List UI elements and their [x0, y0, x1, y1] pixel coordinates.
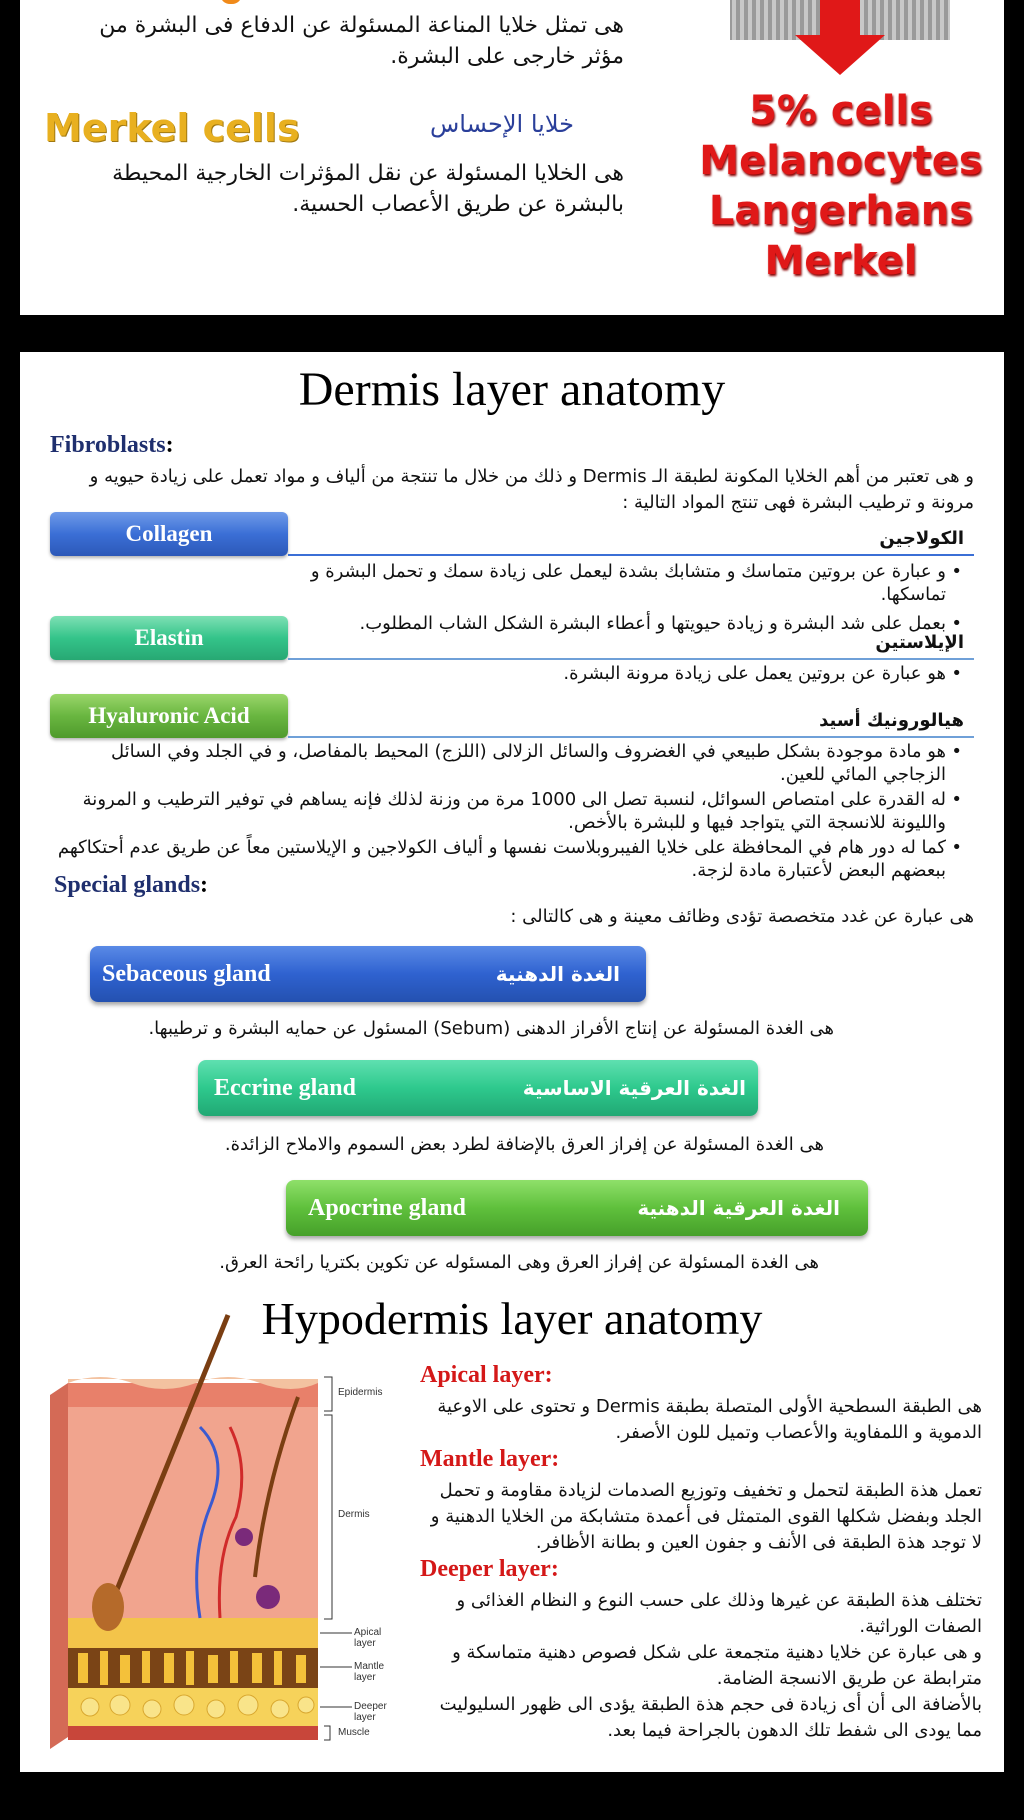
hypodermis-title: Hypodermis layer anatomy [261, 1293, 763, 1344]
deeper-description-1: تختلف هذة الطبقة عن غيرها وذلك على حسب النوع و النظام الغذائى و الصفات الوراثية. [456, 1590, 982, 1637]
apical-heading: Apical layer: [420, 1362, 553, 1388]
gland-sebaceous-en: Sebaceous gland [102, 960, 271, 987]
collagen-bullets [266, 560, 964, 635]
langerhans-description: هى تمثل خلايا المناعة المسئولة عن الدفاع فى البشرة من مؤثر خارجى على البشرة. [99, 13, 624, 69]
elastin-pill: Elastin [50, 616, 288, 660]
fibroblasts-label: Fibroblasts: [50, 432, 174, 458]
gland-eccrine-desc: هى الغدة المسئولة عن إفراز العرق بالإضافة لطرد بعض السموم والاملاح الزائدة. [224, 1134, 824, 1155]
deeper-description-2: و هى عبارة عن خلايا دهنية متجمعة على شكل فصوص دهنية متماسكة و مترابطة عن طريق الانسجة الضامة. [452, 1642, 982, 1689]
special-glands-label: Special glands: [54, 872, 209, 898]
mantle-description: تعمل هذة الطبقة لتحمل و تخفيف وتوزيع الصدمات لزيادة مقاومة و تحمل الجلد وبفضل شكلها القوى المتمثل فى أعمدة متشابكة من الخلايا الدهنية و لا توجد هذة الطبقة فى الأنف و جفون العين و بطانة الأظافر. [430, 1480, 982, 1553]
collagen-ar-heading: الكولاجين [879, 528, 964, 549]
gland-sebaceous [90, 946, 646, 1002]
elastin-ar-heading: الإيلاستين [875, 632, 964, 653]
merkel-title-ar: خلايا الإحساس [430, 110, 574, 138]
label-mantle: Mantle layer [354, 1661, 385, 1683]
merkel-title-en: Merkel cells [44, 106, 300, 150]
pct-line-2: Melanocytes [699, 138, 983, 184]
fibroblasts-description: و هى تعتبر من أهم الخلايا المكونة لطبقة الـ Dermis و ذلك من خلال ما تنتجة من ألياف و مواد تعمل على زيادة حيويه و مرونة و ترطيب البشرة فهى تنتج المواد التالية : [89, 466, 974, 513]
elastin-rule [288, 658, 974, 660]
gland-eccrine [198, 1060, 758, 1116]
collagen-bullet-2: • بعمل على شد البشرة و زيادة حيويتها و أعطاء البشرة الشكل الشاب المطلوب. [266, 612, 946, 635]
gland-apocrine-desc: هى الغدة المسئولة عن إفراز العرق وهى المسئوله عن تكوين بكتريا رائحة العرق. [219, 1252, 819, 1273]
collagen-pill: Collagen [50, 512, 288, 556]
label-apical: Apical layer [354, 1627, 382, 1649]
gland-apocrine-ar: الغدة العرقية الدهنية [637, 1196, 840, 1220]
fibroblasts-label-text: Fibroblasts [50, 432, 166, 458]
pct-line-1: 5% cells [749, 88, 933, 134]
top-card [20, 0, 1004, 315]
label-deeper: Deeper layer [354, 1701, 387, 1723]
dermis-title: Dermis layer anatomy [298, 363, 726, 416]
skin-diagram [40, 1307, 387, 1767]
apical-description: هى الطبقة السطحية الأولى المتصلة بطبقة Dermis و تحتوى على الاوعية الدموية و اللمفاوية والأعصاب وتميل للون الأصفر. [437, 1396, 982, 1443]
hyaluronic-rule [288, 736, 974, 738]
hyaluronic-bullet-1: • هو مادة موجودة بشكل طبيعي في الغضروف والسائل الزلالى (اللزج) المحيط بالمفاصل، و في الجلد وفي السائل الزجاجي المائي للعين. [46, 740, 946, 786]
elastin-bullet-1: • هو عبارة عن بروتين يعمل على زيادة مرونة البشرة. [266, 662, 946, 685]
special-glands-label-text: Special glands [54, 872, 201, 898]
label-epidermis: Epidermis [338, 1387, 383, 1398]
hyaluronic-bullet-2: • له القدرة على امتصاص السوائل، لنسبة تصل الى 1000 مرة من وزنة لذلك فإنه يساهم في توفير الترطيب و المرونة والليونة للانسجة التي يتواجد فيها و للبشرة بالأخص. [46, 788, 946, 834]
gland-eccrine-ar: الغدة العرقية الاساسية [522, 1076, 746, 1100]
arrow-down-icon [720, 0, 960, 75]
elastin-bullets [266, 662, 964, 685]
hyaluronic-pill: Hyaluronic Acid [50, 694, 288, 738]
hyaluronic-ar-heading: هيالورونيك أسيد [819, 710, 964, 731]
hyaluronic-bullets [46, 740, 964, 882]
gland-apocrine-en: Apocrine gland [308, 1194, 467, 1221]
mantle-heading: Mantle layer: [420, 1446, 560, 1472]
merkel-description: هى الخلايا المسئولة عن نقل المؤثرات الخارجية المحيطة بالبشرة عن طريق الأعصاب الحسية. [112, 161, 624, 217]
skin-cross-section-icon [40, 1307, 383, 1767]
collagen-bullet-1: • و عبارة عن بروتين متماسك و متشابك بشدة ليعمل على زيادة سمك و تحمل البشرة و تماسكها. [266, 560, 946, 606]
collagen-rule [288, 554, 974, 556]
gland-apocrine [286, 1180, 868, 1236]
label-dermis: Dermis [338, 1509, 370, 1520]
deeper-heading: Deeper layer: [420, 1556, 559, 1582]
special-glands-description: هى عبارة عن غدد متخصصة تؤدى وظائف معينة و هى كالتالى : [510, 906, 974, 927]
label-muscle: Muscle [338, 1727, 370, 1738]
deeper-description-3: بالأضافة الى أن أى زيادة فى حجم هذة الطبقة يؤدى الى ظهور السليوليت مما يودى الى شفط تلك الدهون بالجراحة فيما بعد. [439, 1694, 982, 1741]
pct-line-3: Langerhans [708, 188, 974, 234]
gland-sebaceous-desc: هى الغدة المسئولة عن إنتاج الأفراز الدهنى (Sebum) المسئول عن حمايه البشرة و ترطيبها. [148, 1018, 834, 1039]
hyaluronic-bullet-3: • كما له دور هام في المحافظة على خلايا الفيبروبلاست نفسها و ألياف الكولاجين و الإيلاستين معاً عن طريق عدم أحتكاكهم ببعضهم البعض لأعتبارة مادة لزجة. [46, 836, 946, 882]
cell-block-illustration [720, 0, 960, 60]
orange-glyph-fragment [220, 0, 242, 4]
gland-eccrine-en: Eccrine gland [214, 1074, 356, 1101]
main-card [20, 352, 1004, 1772]
pct-line-4: Merkel [764, 238, 918, 284]
gland-sebaceous-ar: الغدة الدهنية [495, 962, 620, 986]
